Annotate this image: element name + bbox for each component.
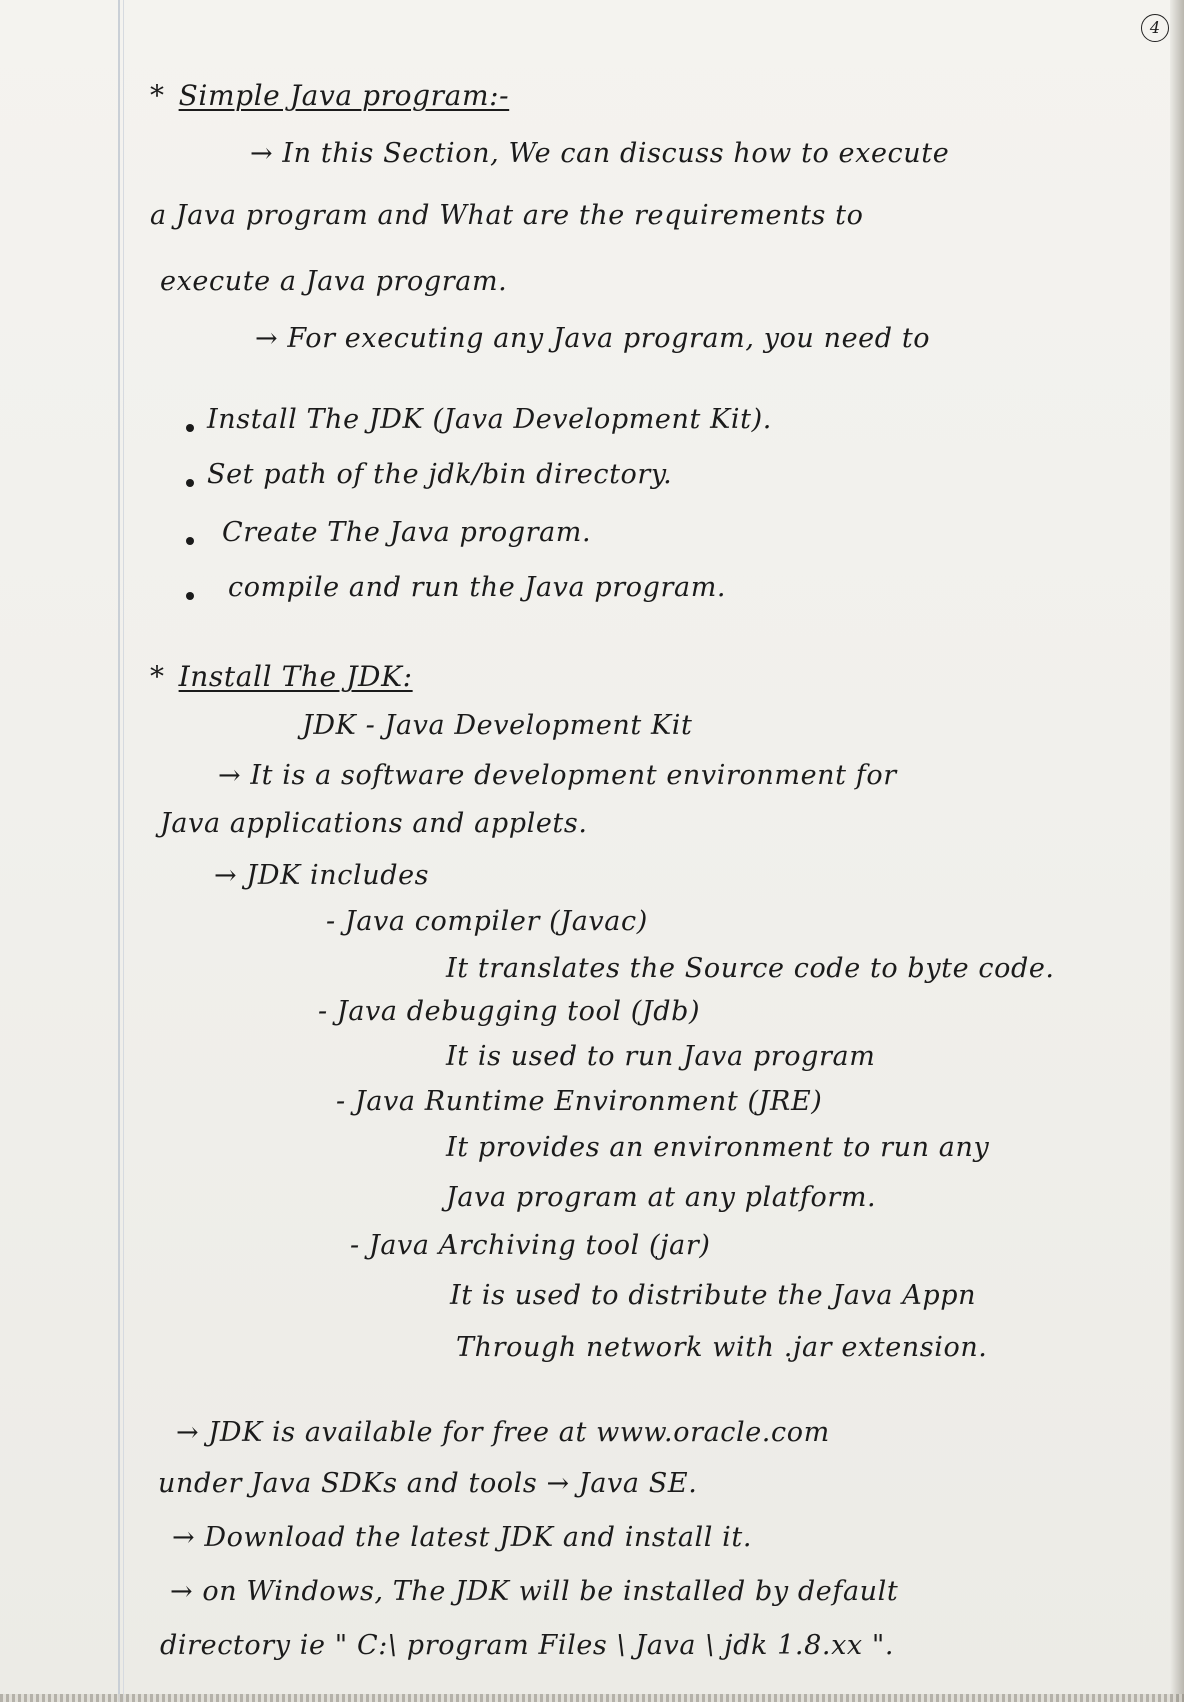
tool-desc: It provides an environment to run any xyxy=(446,1132,990,1163)
page-bottom-edge xyxy=(0,1694,1184,1702)
intro-line-1: → In this Section, We can discuss how to execute xyxy=(250,138,950,169)
tool-name: - Java compiler (Javac) xyxy=(326,906,648,937)
tool-name: - Java debugging tool (Jdb) xyxy=(318,996,701,1027)
bullet-item: compile and run the Java program. xyxy=(228,572,727,603)
jdk-desc-line-2: Java applications and applets. xyxy=(160,808,588,839)
closing-line-4: → on Windows, The JDK will be installed by default xyxy=(170,1576,899,1607)
bullet-item: Create The Java program. xyxy=(222,517,592,548)
bullet-item: Install The JDK (Java Development Kit). xyxy=(207,404,772,435)
bullet-dot xyxy=(186,479,194,487)
bullet-item: Set path of the jdk/bin directory. xyxy=(207,459,673,490)
tool-desc: Through network with .jar extension. xyxy=(456,1332,988,1363)
tool-desc: It is used to run Java program xyxy=(446,1041,876,1072)
jdk-definition: JDK - Java Development Kit xyxy=(302,710,693,741)
page-edge-shadow xyxy=(1170,0,1184,1702)
closing-line-3: → Download the latest JDK and install it. xyxy=(172,1522,753,1553)
star-marker: * xyxy=(150,660,165,693)
bullet-dot xyxy=(186,592,194,600)
bullet-dot xyxy=(186,424,194,432)
closing-line-2: under Java SDKs and tools → Java SE. xyxy=(158,1468,698,1499)
tool-name: - Java Runtime Environment (JRE) xyxy=(336,1086,823,1117)
tool-desc: It translates the Source code to byte code. xyxy=(446,953,1055,984)
tool-name: - Java Archiving tool (jar) xyxy=(350,1230,711,1261)
intro-line-2: a Java program and What are the requirements to xyxy=(150,200,864,231)
closing-line-5: directory ie " C:\ program Files \ Java \ jdk 1.8.xx ". xyxy=(160,1630,895,1661)
jdk-includes: → JDK includes xyxy=(214,860,430,891)
margin-line xyxy=(118,0,120,1702)
heading-text: Install The JDK: xyxy=(178,660,413,693)
heading-text: Simple Java program:- xyxy=(178,79,510,112)
page-number: 4 xyxy=(1141,14,1169,42)
section-heading-install-jdk xyxy=(150,660,413,693)
need-line: → For executing any Java program, you need to xyxy=(255,323,931,354)
section-heading-simple-java xyxy=(150,79,510,112)
jdk-desc-line-1: → It is a software development environment for xyxy=(218,760,897,791)
closing-line-1: → JDK is available for free at www.oracle.com xyxy=(176,1417,830,1448)
tool-desc: It is used to distribute the Java Appn xyxy=(450,1280,977,1311)
intro-line-3: execute a Java program. xyxy=(160,266,508,297)
margin-line-inner xyxy=(123,0,124,1702)
star-marker: * xyxy=(150,79,165,112)
tool-desc: Java program at any platform. xyxy=(446,1182,877,1213)
bullet-dot xyxy=(186,537,194,545)
